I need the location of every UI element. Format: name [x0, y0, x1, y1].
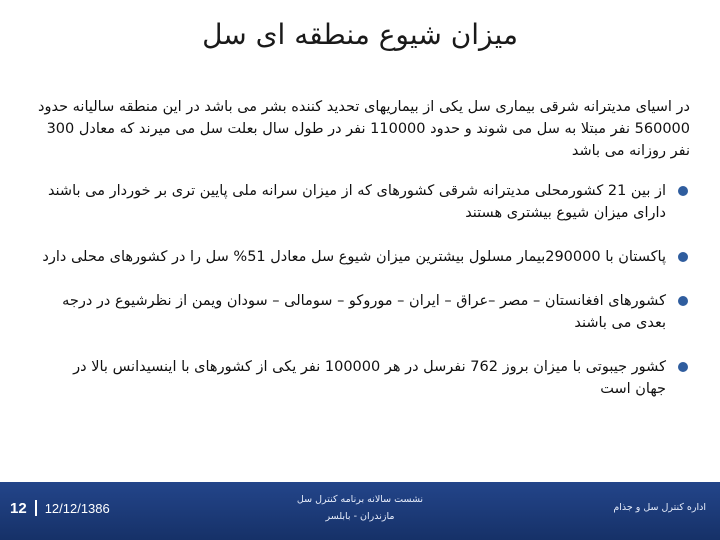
footer-event-location: مازندران - بابلسر	[325, 511, 395, 522]
bullet-item	[42, 290, 690, 334]
footer-organization: اداره کنترل سل و جذام	[613, 502, 706, 513]
bullet-dot-icon	[678, 252, 688, 262]
bullet-text: کشور جیبوتی با میزان بروز 762 نفرسل در هر 100000 نفر یکی از کشورهای با اینسیدانس بالا در جهان است	[73, 359, 666, 397]
bullet-text: کشورهای افغانستان – مصر –عراق – ایران – موروکو – سومالی – سودان ویمن از نظرشیوع در درجه بعدی می باشند	[62, 293, 666, 331]
bullet-list	[42, 180, 690, 422]
footer-date: 12/12/1386	[44, 501, 110, 516]
bullet-dot-icon	[678, 362, 688, 372]
bullet-dot-icon	[678, 296, 688, 306]
bullet-text: از بین 21 کشورمحلی مدیترانه شرقی کشورهای که از میزان سرانه ملی پایین تری بر خوردار می باشند دارای میزان شیوع بیشتری هستند	[47, 183, 666, 221]
page-number: 12	[10, 500, 27, 517]
footer-bar	[0, 482, 720, 540]
footer-page-info	[10, 500, 110, 517]
bullet-item	[42, 180, 690, 224]
slide-title: میزان شیوع منطقه ای سل	[202, 18, 518, 51]
bullet-item	[42, 246, 690, 268]
intro-paragraph: در اسیای مدیترانه شرقی بیماری سل یکی از بیماریهای تحدید کننده بشر می باشد در این منطقه سالیانه حدود 560000 نفر مبتلا به سل می شوند و حدود 110000 نفر در طول سال بعلت سل می میرند که معادل 300 نفر روزانه می باشد	[38, 99, 690, 159]
footer-event-title: نشست سالانه برنامه کنترل سل	[296, 494, 424, 505]
bullet-item	[42, 356, 690, 400]
footer-event	[260, 491, 460, 525]
bullet-dot-icon	[678, 186, 688, 196]
footer-separator	[35, 500, 37, 516]
bullet-text: پاکستان با 290000بیمار مسلول بیشترین میزان شیوع سل معادل 51% سل را در کشورهای محلی دارد	[42, 249, 666, 265]
